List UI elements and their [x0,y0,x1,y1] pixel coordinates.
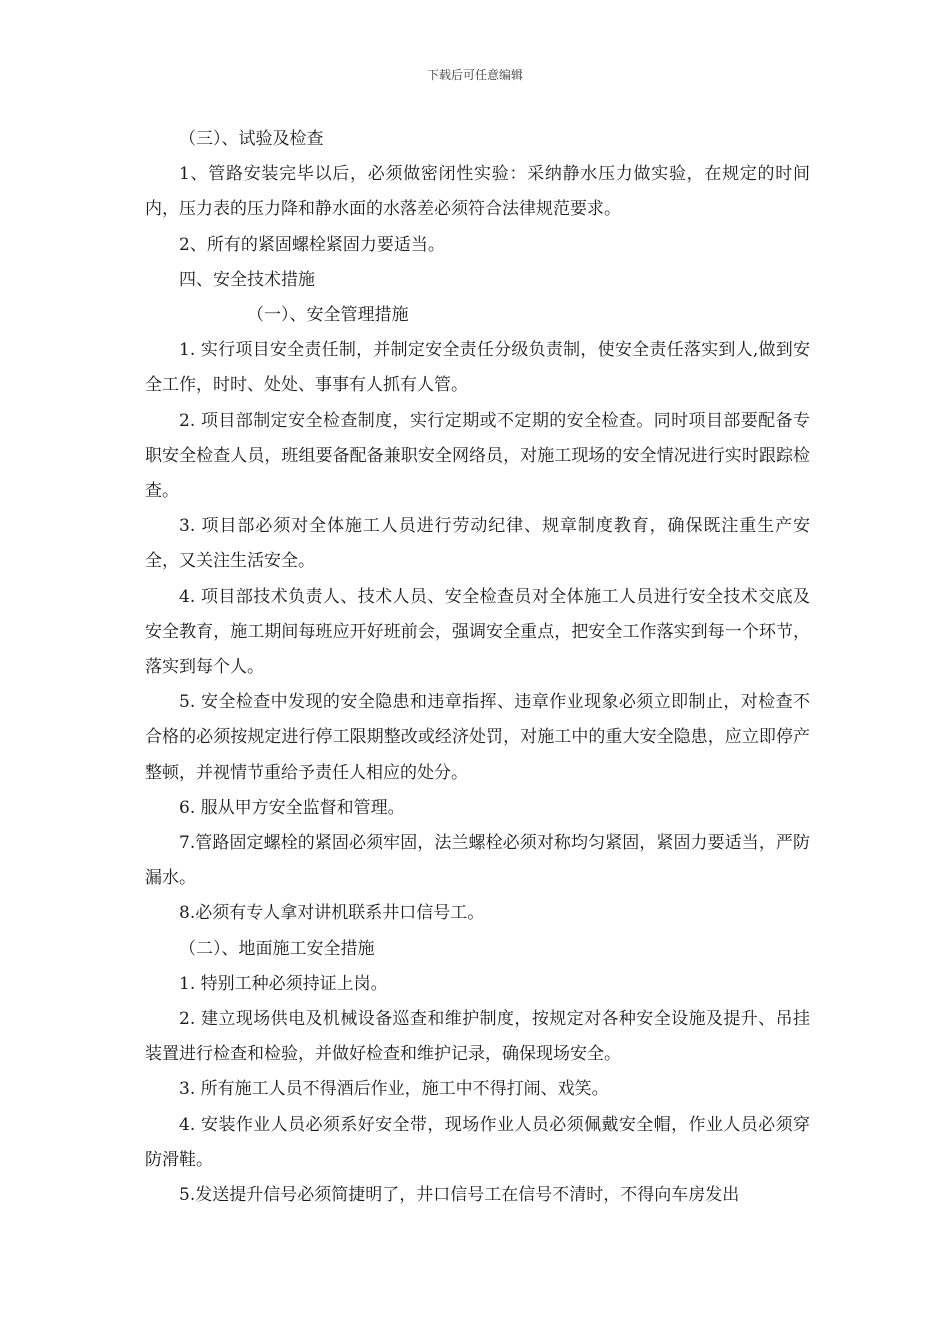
paragraph: 6. 服从甲方安全监督和管理。 [179,797,405,818]
section-heading-tests: （三）、试验及检查 [179,129,324,149]
paragraph: 7.管路固定螺栓的紧固必须牢固，法兰螺栓必须对称均匀紧固，紧固力要适当，严防漏水。 [145,833,810,889]
paragraph: 3. 所有施工人员不得酒后作业，施工中不得打闹、戏笑。 [179,1079,609,1100]
document-body [145,122,810,1213]
paragraph: 2、所有的紧固螺栓紧固力要适当。 [179,234,445,255]
paragraph: 4. 项目部技术负责人、技术人员、安全检查员对全体施工人员进行安全技术交底及安全教育，施工期间每班应开好班前会，强调安全重点，把安全工作落实到每一个环节，落实到每个人。 [145,586,810,678]
subsection-heading-safety-management: （一）、安全管理措施 [247,305,409,326]
page-header: 下载后可任意编辑 [426,68,523,82]
paragraph: 1. 特别工种必须持证上岗。 [179,973,388,994]
paragraph: 1. 实行项目安全责任制，并制定安全责任分级负责制，使安全责任落实到人,做到安全工作，时时、处处、事事有人抓有人管。 [145,340,810,396]
paragraph: 5. 安全检查中发现的安全隐患和违章指挥、违章作业现象必须立即制止，对检查不合格的必须按规定进行停工限期整改或经济处罚，对施工中的重大安全隐患，应立即停产整顿，并视情节重给予责任人相应的处分。 [145,692,810,783]
subsection-heading-ground-safety: （二）、地面施工安全措施 [179,938,375,959]
paragraph: 4. 安装作业人员必须系好安全带，现场作业人员必须佩戴安全帽，作业人员必须穿防滑鞋。 [145,1114,810,1170]
paragraph: 5.发送提升信号必须简捷明了，井口信号工在信号不清时，不得向车房发出 [179,1185,740,1206]
paragraph: 3. 项目部必须对全体施工人员进行劳动纪律、规章制度教育，确保既注重生产安全，又关注生活安全。 [145,516,810,572]
section-heading-safety-measures: 四、安全技术措施 [179,269,315,290]
paragraph: 1、管路安装完毕以后，必须做密闭性实验：采纳静水压力做实验，在规定的时间内，压力表的压力降和静水面的水落差必须符合法律规范要求。 [145,164,810,220]
paragraph: 8.必须有专人拿对讲机联系井口信号工。 [179,903,485,924]
paragraph: 2. 项目部制定安全检查制度，实行定期或不定期的安全检查。同时项目部要配备专职安全检查人员，班组要备配备兼职安全网络员，对施工现场的安全情况进行实时跟踪检查。 [145,410,810,502]
paragraph: 2. 建立现场供电及机械设备巡查和维护制度，按规定对各种安全设施及提升、吊挂装置进行检查和检验，并做好检查和维护记录，确保现场安全。 [145,1009,810,1065]
